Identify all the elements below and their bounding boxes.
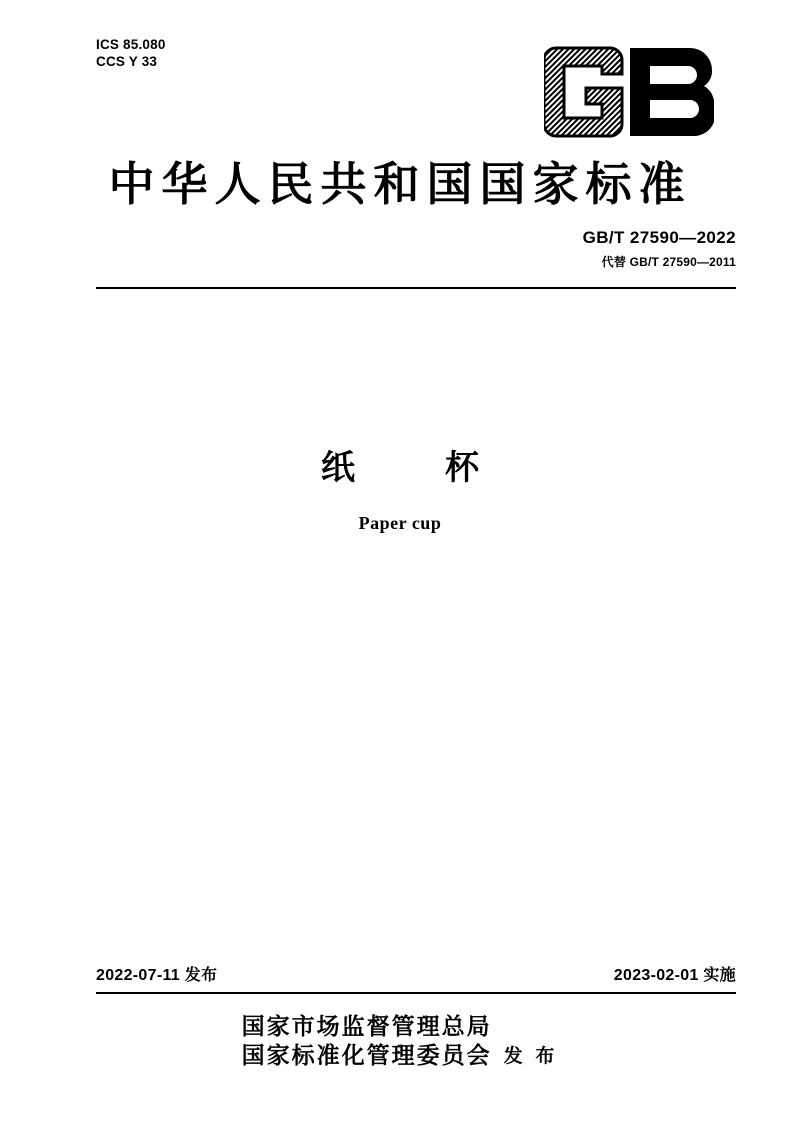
footer-divider [96, 992, 736, 994]
standard-number: GB/T 27590—2022 [582, 228, 736, 247]
ics-code: ICS 85.080 [96, 37, 166, 52]
header-divider [96, 287, 736, 289]
publisher-block [0, 1012, 800, 1070]
issue-date: 2022-07-11 发布 [96, 967, 218, 984]
ccs-code: CCS Y 33 [96, 54, 158, 69]
publisher-line-2: 国家标准化管理委员会 [241, 1043, 492, 1068]
effective-date: 2023-02-01 实施 [613, 967, 736, 984]
page-title: 中华人民共和国国家标准 [108, 159, 692, 210]
classification-codes [96, 36, 166, 70]
standard-replaces-note: 代替 GB/T 27590—2011 [601, 255, 736, 269]
document-title-chinese: 纸杯 [321, 450, 569, 487]
publisher-verb: 发 布 [503, 1046, 559, 1067]
gb-emblem-icon [544, 44, 714, 140]
document-title-english: Paper cup [358, 513, 442, 533]
publisher-names [242, 1012, 492, 1070]
publisher-line-1: 国家市场监督管理总局 [241, 1014, 492, 1039]
